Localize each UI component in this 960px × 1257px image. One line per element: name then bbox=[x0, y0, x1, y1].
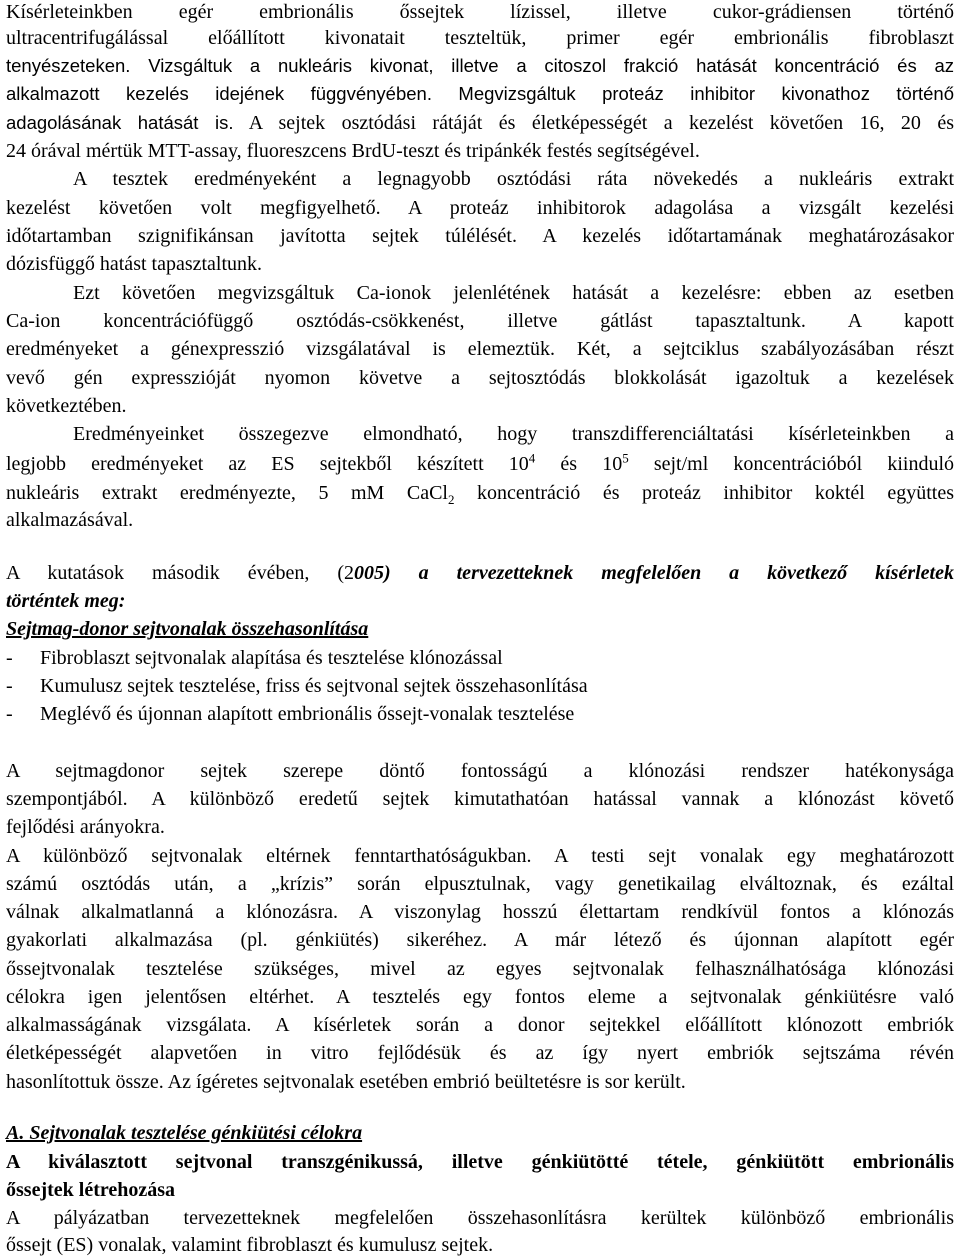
text: Meglévő és újonnan alapított embrionális őssejt-vonalak tesztelése bbox=[40, 703, 575, 725]
text: A kiválasztott sejtvonal transzgénikussá, illetve génkiütötté tétele, génkiütött embrionális bbox=[6, 1151, 954, 1173]
text: A kutatások második évében, (2 bbox=[6, 562, 354, 584]
bullet-dash: - bbox=[6, 703, 13, 725]
paragraph-3-line-4 bbox=[6, 366, 954, 390]
text: Eredményeinket összegezve elmondható, hogy transzdifferenciáltatási kísérleteinkben a bbox=[73, 423, 954, 445]
text: koncentráció és proteáz inhibitor koktél együttes bbox=[454, 482, 954, 504]
text: őssejtvonalak tesztelése szükséges, mivel az egyes sejtvonalak felhasználhatósága klónozási bbox=[6, 958, 954, 980]
text: alkalmazott kezelés idejének függvényében. Megvizsgáltuk proteáz inhibitor kivonathoz történő bbox=[6, 83, 954, 104]
paragraph-6-line-1 bbox=[6, 844, 954, 868]
paragraph-6-line-5 bbox=[6, 957, 954, 981]
text: válnak alkalmatlanná a klónozásra. A viszonylag hosszú élettartam rendkívül fontos a klónozás bbox=[6, 901, 954, 923]
text: dózisfüggő hatást tapasztaltunk. bbox=[6, 253, 263, 275]
text: nukleáris extrakt eredményezte, 5 mM CaCl bbox=[6, 482, 448, 504]
paragraph-5-line-3 bbox=[6, 815, 954, 839]
paragraph-6-line-2 bbox=[6, 872, 954, 896]
paragraph-6-line-9 bbox=[6, 1070, 954, 1094]
superscript: 4 bbox=[528, 450, 536, 466]
bullet-dash: - bbox=[6, 647, 13, 669]
section-a-subheading-line-1 bbox=[6, 1150, 954, 1174]
text: tenyészeteken. Vizsgáltuk a nukleáris kivonat, illetve a citoszol frakció hatását koncentráció és az bbox=[6, 55, 954, 76]
text: 24 órával mértük MTT-assay, fluoreszcens BrdU-teszt és tripánkék festés segítségével. bbox=[6, 140, 700, 162]
section-a-line-1 bbox=[6, 1206, 954, 1230]
paragraph-1-line-6 bbox=[6, 139, 954, 163]
text: hasonlítottuk össze. Az ígéretes sejtvonalak esetében embrió beültetésre is sor került. bbox=[6, 1071, 686, 1093]
paragraph-6-line-4 bbox=[6, 928, 954, 952]
paragraph-2-line-4 bbox=[6, 252, 954, 276]
text: fejlődési arányokra. bbox=[6, 816, 165, 838]
text: kezelést követően volt megfigyelhető. A proteáz inhibitorok adagolása a vizsgált kezelési bbox=[6, 197, 954, 219]
list-item bbox=[6, 702, 954, 726]
paragraph-1-line-5 bbox=[6, 111, 954, 135]
paragraph-1-line-2 bbox=[6, 26, 954, 50]
section-a-heading bbox=[6, 1121, 954, 1145]
text: Fibroblaszt sejtvonalak alapítása és tesztelése klónozással bbox=[40, 647, 503, 669]
text: A. Sejtvonalak tesztelése génkiütési célokra bbox=[6, 1122, 363, 1144]
paragraph-6-line-3 bbox=[6, 900, 954, 924]
paragraph-4-line-2 bbox=[6, 452, 954, 476]
text: ultracentrifugálással előállított kivonatait teszteltük, primer egér embrionális fibroblaszt bbox=[6, 27, 954, 49]
superscript: 5 bbox=[622, 450, 629, 466]
text: Sejtmag-donor sejtvonalak összehasonlítása bbox=[6, 618, 369, 640]
text: 005) a tervezetteknek megfelelően a következő kísérletek bbox=[354, 562, 954, 584]
section-2-heading bbox=[6, 617, 954, 641]
text: őssejt (ES) vonalak, valamint fibroblaszt és kumulusz sejtek. bbox=[6, 1234, 494, 1256]
text: alkalmasságának vizsgálata. A kísérletek során a donor sejtekkel előállított klónozott embriók bbox=[6, 1014, 954, 1036]
text: sejt/ml koncentrációból kiinduló bbox=[628, 453, 955, 475]
text: életképességét alapvetően in vitro fejlődésük és az így nyert embriók sejtszáma révén bbox=[6, 1042, 954, 1064]
paragraph-2-line-1 bbox=[6, 167, 954, 191]
text: Ca-ion koncentrációfüggő osztódás-csökkenést, illetve gátlást tapasztaltunk. A kapott bbox=[6, 310, 954, 332]
paragraph-4-line-3 bbox=[6, 481, 954, 505]
text: következtében. bbox=[6, 395, 127, 417]
text: történtek meg: bbox=[6, 590, 126, 612]
paragraph-1-line-1 bbox=[6, 0, 954, 24]
text: Ezt követően megvizsgáltuk Ca-ionok jelenlétének hatását a kezelésre: ebben az esetben bbox=[73, 282, 954, 304]
paragraph-4-line-4 bbox=[6, 508, 954, 532]
paragraph-6-line-8 bbox=[6, 1041, 954, 1065]
text: gyakorlati alkalmazása (pl. génkiütés) sikeréhez. A már létező és újonnan alapított egér bbox=[6, 929, 954, 951]
subscript: 2 bbox=[447, 492, 455, 507]
paragraph-5-line-2 bbox=[6, 787, 954, 811]
paragraph-2-line-2 bbox=[6, 196, 954, 220]
paragraph-3-line-1 bbox=[6, 281, 954, 305]
list-item bbox=[6, 674, 954, 698]
text: A különböző sejtvonalak eltérnek fenntarthatóságukban. A testi sejt vonalak egy meghatározott bbox=[6, 845, 954, 867]
text: alkalmazásával. bbox=[6, 509, 134, 531]
text: Kísérleteinkben egér embrionális őssejtek lízissel, illetve cukor-grádiensen történő bbox=[6, 1, 954, 23]
text: A pályázatban tervezetteknek megfelelően összehasonlításra kerültek különböző embrionális bbox=[6, 1207, 954, 1229]
text: eredményeket a génexpresszió vizsgálatával is elemeztük. Két, a sejtciklus szabályozásában részt bbox=[6, 338, 954, 360]
text: Kumulusz sejtek tesztelése, friss és sejtvonal sejtek összehasonlítása bbox=[40, 675, 588, 697]
paragraph-4-line-1 bbox=[6, 422, 954, 446]
paragraph-2-line-3 bbox=[6, 224, 954, 248]
bullet-dash: - bbox=[6, 675, 13, 697]
paragraph-3-line-3 bbox=[6, 337, 954, 361]
paragraph-3-line-5 bbox=[6, 394, 954, 418]
text: A sejtmagdonor sejtek szerepe döntő fontosságú a klónozási rendszer hatékonysága bbox=[6, 760, 954, 782]
text: szempontjából. A különböző eredetű sejtek kimutathatóan hatással vannak a klónozást követő bbox=[6, 788, 954, 810]
text: számú osztódás után, a „krízis” során elpusztulnak, vagy genetikailag elváltoznak, és ezáltal bbox=[6, 873, 954, 895]
text: őssejtek létrehozása bbox=[6, 1179, 176, 1201]
text: célokra igen jelentősen eltérhet. A tesztelés egy fontos eleme a sejtvonalak génkiütésre való bbox=[6, 986, 954, 1008]
text: vevő gén expresszióját nyomon követve a sejtosztódás blokkolását igazoltuk a kezelések bbox=[6, 367, 954, 389]
section-2-intro-line-1 bbox=[6, 561, 954, 585]
paragraph-3-line-2 bbox=[6, 309, 954, 333]
section-2-intro-line-2 bbox=[6, 589, 954, 613]
text: legjobb eredményeket az ES sejtekből készített 10 bbox=[6, 453, 529, 475]
section-a-subheading-line-2 bbox=[6, 1178, 954, 1202]
paragraph-6-line-7 bbox=[6, 1013, 954, 1037]
paragraph-1-line-3 bbox=[6, 54, 954, 78]
text: adagolásának hatását is. bbox=[6, 112, 234, 133]
text: A sejtek osztódási rátáját és életképességét a kezelést követően 16, 20 és bbox=[233, 112, 954, 134]
text: A tesztek eredményeként a legnagyobb osztódási ráta növekedés a nukleáris extrakt bbox=[73, 168, 954, 190]
paragraph-6-line-6 bbox=[6, 985, 954, 1009]
section-a-line-2 bbox=[6, 1233, 954, 1257]
paragraph-1-line-4 bbox=[6, 82, 954, 106]
text: és 10 bbox=[535, 453, 623, 475]
list-item bbox=[6, 646, 954, 670]
paragraph-5-line-1 bbox=[6, 759, 954, 783]
text: időtartamban szignifikánsan javította sejtek túlélését. A kezelés időtartamának meghatározásakor bbox=[6, 225, 954, 247]
